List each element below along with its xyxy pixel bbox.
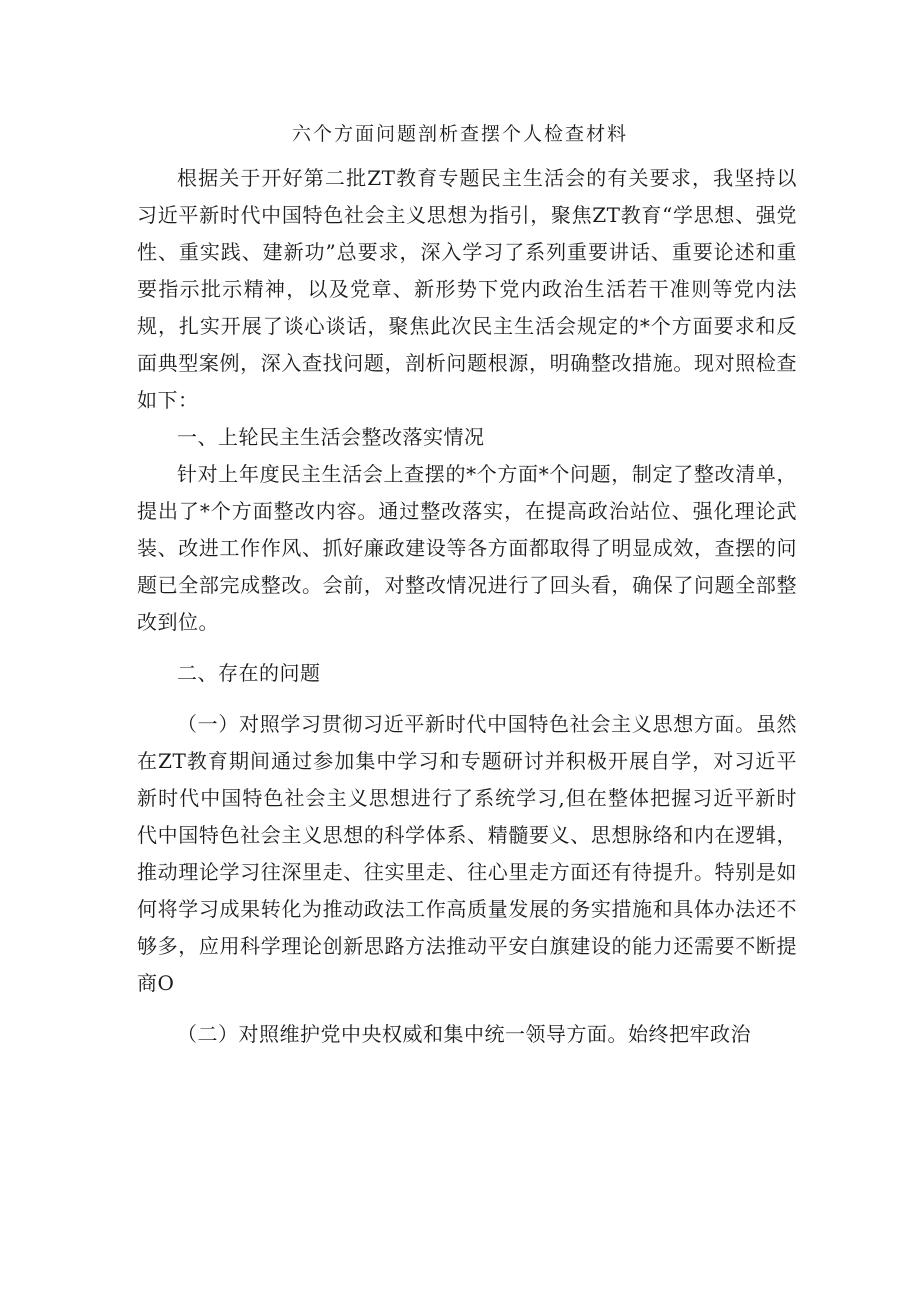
document-title: 六个方面问题剖析查摆个人检查材料 — [291, 123, 628, 145]
section-heading-2: 二、存在的问题 — [177, 661, 321, 685]
rectification-paragraph: 针对上年度民主生活会上查摆的*个方面*个问题，制定了整改清单，提出了*个方面整改内容。通过整改落实，在提高政治站位、强化理论武装、改进工作作风、抓好廉政建设等各方面都取得了明显成效，查摆的问题已全部完成整改。会前，对整改情况进行了回头看，确保了问题全部整改到位。 — [137, 462, 797, 634]
problem-paragraph-2: （二）对照维护党中央权威和集中统一领导方面。始终把牢政治 — [177, 1022, 751, 1046]
problem-paragraph-1: （一）对照学习贯彻习近平新时代中国特色社会主义思想方面。虽然在ZT教育期间通过参加集中学习和专题研讨并积极开展自学，对习近平新时代中国特色社会主义思想进行了系统学习,但在整体把握习近平新时代中国特色社会主义思想的科学体系、精髓要义、思想脉络和内在逻辑，推动理论学习往深里走、往实里走、往心里走方面还有待提升。特别是如何将学习成果转化为推动政法工作高质量发展的务实措施和具体办法还不够多，应用科学理论创新思路方法推动平安白旗建设的能力还需要不断提商O — [137, 712, 797, 995]
section-heading-1: 一、上轮民主生活会整改落实情况 — [177, 425, 485, 449]
document-body — [137, 160, 797, 1053]
intro-paragraph: 根据关于开好第二批ZT教育专题民主生活会的有关要求，我坚持以习近平新时代中国特色社会主义思想为指引，聚焦ZT教育“学思想、强党性、重实践、建新功”总要求，深入学习了系列重要讲话、重要论述和重要指示批示精神，以及党章、新形势下党内政治生活若干准则等党内法规，扎实开展了谈心谈话，聚焦此次民主生活会规定的*个方面要求和反面典型案例，深入查找问题，剖析问题根源，明确整改措施。现对照检查如下： — [137, 166, 797, 412]
